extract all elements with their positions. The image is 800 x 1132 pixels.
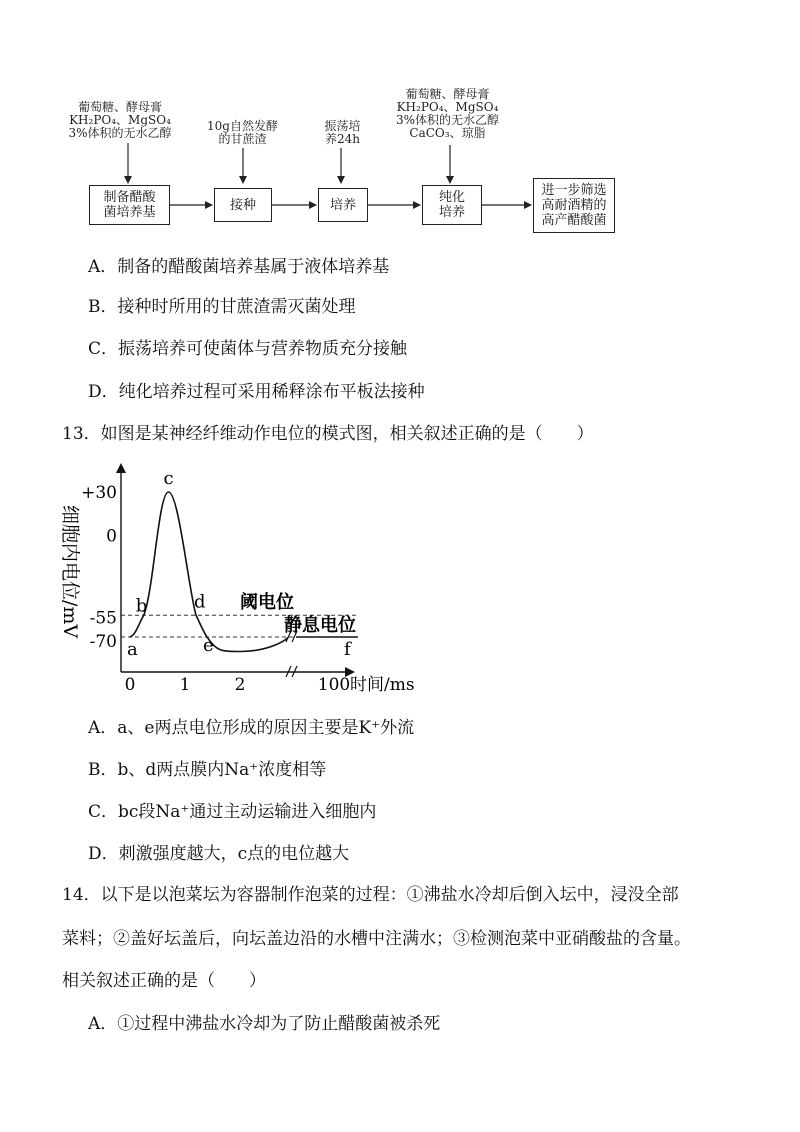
action-potential-chart bbox=[0, 450, 800, 700]
flow-label-line: 的甘蔗渣 bbox=[218, 132, 267, 146]
point-label-e: e bbox=[203, 635, 214, 656]
flow-box-purify bbox=[422, 185, 482, 225]
flow-box-culture bbox=[318, 188, 368, 222]
flow-label-line: KH₂PO₄、MgSO₄ bbox=[69, 113, 171, 127]
flow-box-inoculate bbox=[214, 188, 272, 222]
q14-stem-line-2: 菜料；②盖好坛盖后，向坛盖边沿的水槽中注满水；③检测泡菜中亚硝酸盐的含量。 bbox=[62, 929, 691, 949]
flow-box-line: 培养 bbox=[329, 197, 356, 213]
flow-box-prepare-medium bbox=[89, 185, 170, 225]
flow-label-line: 10g自然发酵 bbox=[207, 119, 278, 133]
q13-stem: 13．如图是某神经纤维动作电位的模式图，相关叙述正确的是（ ） bbox=[62, 424, 594, 444]
flow-box-line: 纯化 bbox=[438, 190, 465, 205]
q14-stem-line-1: 14．以下是以泡菜坛为容器制作泡菜的过程：①沸盐水冷却后倒入坛中，浸没全部 bbox=[62, 885, 679, 905]
flow-label-line: 3%体积的无水乙醇 bbox=[68, 126, 172, 140]
flow-label-line: 振荡培 bbox=[324, 119, 361, 133]
flow-box-line: 菌培养基 bbox=[103, 205, 156, 220]
flow-label-line: CaCO₃、琼脂 bbox=[409, 126, 486, 140]
q13-option-d: D．刺激强度越大，c点的电位越大 bbox=[88, 844, 350, 864]
point-label-a: a bbox=[127, 639, 138, 660]
flow-box-line: 接种 bbox=[229, 197, 256, 213]
x-tick-label: 1 bbox=[179, 675, 191, 695]
q13-option-a: A．a、e两点电位形成的原因主要是K⁺外流 bbox=[88, 718, 415, 738]
x-tick-label: 0 bbox=[124, 675, 136, 695]
point-label-b: b bbox=[135, 595, 148, 617]
q14-stem-line-3: 相关叙述正确的是（ ） bbox=[62, 971, 266, 991]
y-axis-label: 细胞内电位/mV bbox=[59, 505, 81, 639]
y-tick-label: -55 bbox=[89, 608, 117, 629]
flow-box-line: 高产醋酸菌 bbox=[541, 213, 607, 228]
annotation-threshold: 阈电位 bbox=[240, 592, 294, 613]
y-tick-label: 0 bbox=[106, 526, 117, 547]
flow-label-line: KH₂PO₄、MgSO₄ bbox=[396, 100, 499, 114]
point-label-f: f bbox=[344, 639, 351, 660]
q12-option-d: D．纯化培养过程可采用稀释涂布平板法接种 bbox=[88, 382, 425, 402]
x-tick-label: 100 bbox=[317, 675, 351, 695]
x-axis-label: 时间/ms bbox=[350, 675, 415, 695]
q13-option-b: B．b、d两点膜内Na⁺浓度相等 bbox=[88, 760, 327, 780]
flow-label-line: 葡萄糖、酵母膏 bbox=[77, 100, 162, 114]
annotation-resting: 静息电位 bbox=[284, 615, 356, 636]
point-label-c: c bbox=[163, 468, 174, 489]
point-label-d: d bbox=[194, 591, 206, 613]
q12-option-a: A．制备的醋酸菌培养基属于液体培养基 bbox=[88, 257, 390, 277]
q12-option-c: C．振荡培养可使菌体与营养物质充分接触 bbox=[88, 339, 408, 359]
flow-label-line: 3%体积的无水乙醇 bbox=[395, 113, 500, 127]
flow-label-line: 葡萄糖、酵母膏 bbox=[405, 87, 490, 101]
flow-box-line: 高耐酒精的 bbox=[541, 198, 607, 213]
q12-option-b: B．接种时所用的甘蔗渣需灭菌处理 bbox=[88, 297, 356, 317]
y-tick-label: -70 bbox=[89, 632, 117, 652]
flow-box-line: 培养 bbox=[438, 205, 465, 220]
y-tick-label: +30 bbox=[81, 483, 117, 503]
flow-label-line: 养24h bbox=[325, 132, 360, 146]
x-tick-label: 2 bbox=[234, 675, 246, 695]
flow-box-line: 制备醋酸 bbox=[103, 190, 156, 205]
q14-option-a: A．①过程中沸盐水冷却为了防止醋酸菌被杀死 bbox=[88, 1014, 441, 1034]
flow-box-screen bbox=[533, 178, 615, 233]
flow-box-line: 进一步筛选 bbox=[541, 183, 607, 198]
q13-option-c: C．bc段Na⁺通过主动运输进入细胞内 bbox=[88, 802, 377, 822]
